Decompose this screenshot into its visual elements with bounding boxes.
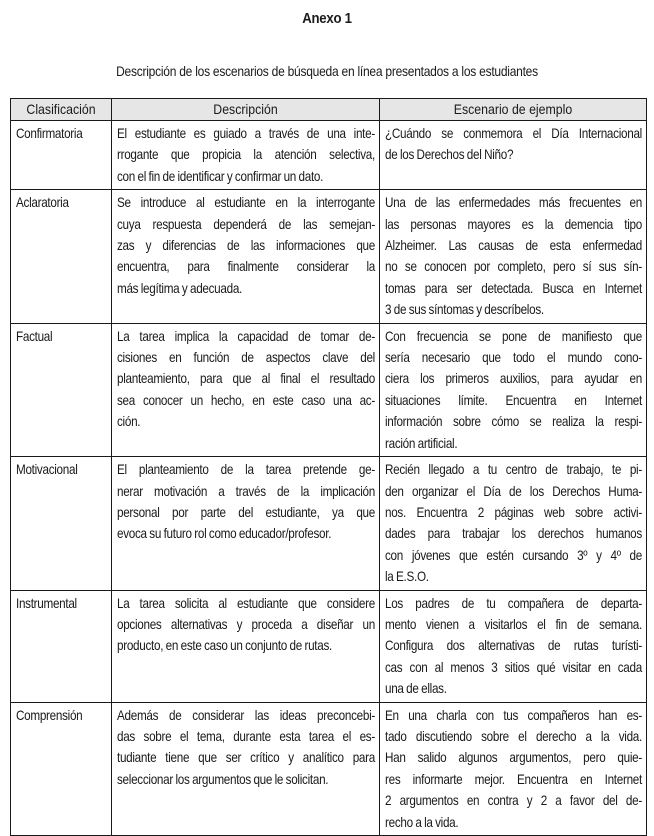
- cell-classification: Confirmatoria: [11, 121, 112, 190]
- cell-classification: Motivacional: [11, 457, 112, 590]
- header-description: Descripción: [112, 99, 380, 121]
- header-example: Escenario de ejemplo: [380, 99, 647, 121]
- cell-description: La tarea solicita al estudiante que considere opciones alternativas y proceda a diseñar un producto, en este caso un conjunto de rutas.: [112, 590, 380, 702]
- cell-example: Los padres de tu compañera de departa- mento vienen a visitarlos el fin de semana. Configura dos alternativas de rutas turísti- cas con al menos 3 sitios qué visitar en cada una de ellas.: [380, 590, 647, 702]
- table-header-row: [11, 99, 647, 121]
- table-body: [11, 121, 647, 836]
- cell-description: La tarea implica la capacidad de tomar de- cisiones en función de aspectos clave del planteamiento, para que al final el resultado sea conocer un hecho, en este caso una ac- ción.: [112, 323, 380, 456]
- cell-example: En una charla con tus compañeros han es- tado discutiendo sobre el derecho a la vida. Han salido algunos argumentos, pero quie- res informarte mejor. Encuentra en Internet 2 argumentos en contra y 2 a favor del de- recho a la vida.: [380, 702, 647, 835]
- table-row: [11, 590, 647, 702]
- cell-classification: Comprensión: [11, 702, 112, 835]
- annex-title: Anexo 1: [302, 10, 352, 27]
- table-row: [11, 121, 647, 190]
- header-classification: Clasificación: [11, 99, 112, 121]
- cell-description: Además de considerar las ideas preconcebi- das sobre el tema, durante esta tarea el es- tudiante tiene que ser crítico y analítico para seleccionar los argumentos que le solicitan.: [112, 702, 380, 835]
- cell-example: ¿Cuándo se conmemora el Día Internacional de los Derechos del Niño?: [380, 121, 647, 190]
- table-row: [11, 190, 647, 323]
- cell-example: Con frecuencia se pone de manifiesto que sería necesario que todo el mundo cono- ciera los primeros auxilios, para ayudar en situaciones límite. Encuentra en Internet información sobre cómo se realiza la respi- ración artificial.: [380, 323, 647, 456]
- cell-example: Recién llegado a tu centro de trabajo, te pi- den organizar el Día de los Derechos Huma- nos. Encuentra 2 páginas web sobre activi- dades para trabajar los derechos humanos con jóvenes que estén cursando 3º y 4º de la E.S.O.: [380, 457, 647, 590]
- cell-classification: Factual: [11, 323, 112, 456]
- cell-description: El estudiante es guiado a través de una inte- rrogante que propicia la atención selectiva, con el fin de identificar y confirmar un dato.: [112, 121, 380, 190]
- cell-classification: Instrumental: [11, 590, 112, 702]
- cell-classification: Aclaratoria: [11, 190, 112, 323]
- table-row: [11, 323, 647, 456]
- table-row: [11, 702, 647, 835]
- cell-description: El planteamiento de la tarea pretende ge- nerar motivación a través de la implicación personal por parte del estudiante, ya que evoca su futuro rol como educador/profesor.: [112, 457, 380, 590]
- table-row: [11, 457, 647, 590]
- scenarios-table: [10, 98, 647, 836]
- cell-description: Se introduce al estudiante en la interrogante cuya respuesta dependerá de las semejan- zas y diferencias de las informaciones que encuentra, para finalmente considerar la más legítima y adecuada.: [112, 190, 380, 323]
- table-caption: Descripción de los escenarios de búsqueda en línea presentados a los estudiantes: [116, 63, 538, 79]
- cell-example: Una de las enfermedades más frecuentes en las personas mayores es la demencia tipo Alzheimer. Las causas de esta enfermedad no se conocen por completo, pero sí sus sín- tomas para ser detectada. Busca en Internet 3 de sus síntomas y descríbelos.: [380, 190, 647, 323]
